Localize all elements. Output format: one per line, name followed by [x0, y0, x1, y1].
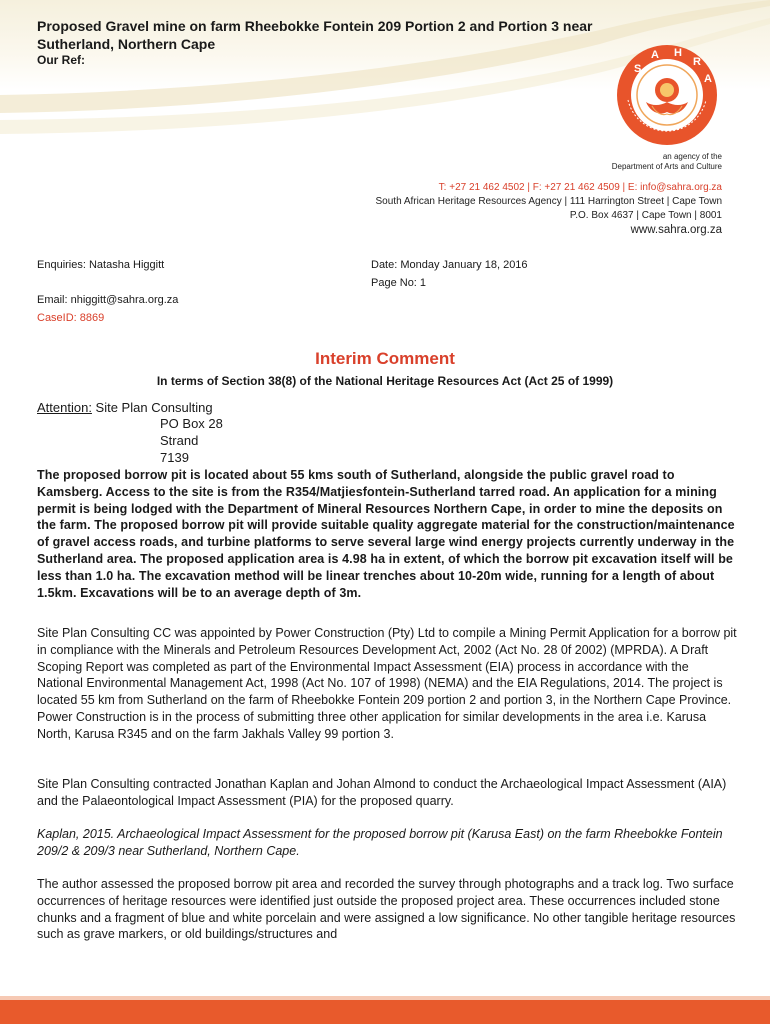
- email-label: Email: nhiggitt@sahra.org.za: [37, 294, 179, 306]
- address-line-2: Strand: [160, 433, 199, 448]
- document-title: Interim Comment: [315, 349, 455, 368]
- page-number: Page No: 1: [371, 277, 427, 289]
- date-label: Date: Monday January 18, 2016: [371, 259, 528, 271]
- assessment-paragraph: The author assessed the proposed borrow pit area and recorded the survey through photographs and a track log. Two surface occurrences of heritage resources were identified just outside the proposed project area. These occurrences included stone chunks and a fragment of blue and white porcelain and were assigned a low significance. No other tangible heritage resources such as grave markers, or old buildings/structures and: [37, 877, 736, 942]
- logo-letter-a2: A: [704, 73, 712, 85]
- contact-phones: T: +27 21 462 4502 | F: +27 21 462 4509 | E: info@sahra.org.za: [438, 182, 722, 193]
- reference-citation: Kaplan, 2015. Archaeological Impact Assessment for the proposed borrow pit (Karusa East) on the farm Rheebokke Fontein 209/2 & 209/3 near Sutherland, Northern Cape.: [37, 827, 723, 858]
- footer-bar: [0, 1000, 770, 1024]
- agency-note: [612, 152, 722, 172]
- logo-letter-a: A: [651, 49, 659, 61]
- document-header-title: Proposed Gravel mine on farm Rheebokke Fontein 209 Portion 2 and Portion 3 near Sutherland, Northern Cape: [37, 18, 593, 52]
- agency-line-2: Department of Arts and Culture: [611, 162, 722, 171]
- our-ref-label: Our Ref:: [37, 53, 85, 67]
- project-summary-paragraph: The proposed borrow pit is located about 55 kms south of Sutherland, alongside the public gravel road to Kamsberg. Access to the site is from the R354/Matjiesfontein-Sutherland tarred road. An application for a mining permit is being lodged with the Department of Mineral Resources Northern Cape, in order to mine the deposits on the farm. The proposed borrow pit will provide suitable quality aggregate material for the construction/maintenance of gravel access roads, and turbine platforms to serve several large wind energy projects currently underway in the Sutherland area. The proposed application area is 4.98 ha in extent, of which the borrow pit excavation itself will be less than 1.0 ha. The excavation method will be linear trenches about 10-20m wide, running for a length of about 1.5km. Excavations will be to an average depth of 3m.: [37, 468, 735, 600]
- contact-block: [376, 181, 723, 237]
- enquiries-label: Enquiries: Natasha Higgitt: [37, 259, 165, 271]
- case-id-label: CaseID: 8869: [37, 312, 105, 324]
- address-line-3: 7139: [160, 450, 189, 465]
- contact-address-2: P.O. Box 4637 | Cape Town | 8001: [569, 210, 722, 221]
- address-line-1: PO Box 28: [160, 416, 223, 431]
- contact-website: www.sahra.org.za: [630, 224, 722, 236]
- attention-line: [37, 400, 213, 417]
- attention-label: Attention:: [37, 400, 92, 415]
- contact-address-1: South African Heritage Resources Agency | 111 Harrington Street | Cape Town: [375, 196, 722, 207]
- background-paragraph: Site Plan Consulting CC was appointed by Power Construction (Pty) Ltd to compile a Mining Permit Application for a borrow pit in compliance with the Minerals and Petroleum Resources Development Act, 2002 (Act No. 28 0f 2002) (MPRDA). A Draft Scoping Report was completed as part of the Environmental Impact Assessment (EIA) process in accordance with the National Environmental Management Act, 1998 (Act No. 107 of 1998) (NEMA) and the EIA Regulations, 2014. The project is located 55 km from Sutherland on the farm of Rheebokke Fontein 209 portion 2 and portion 3, in the Northern Cape Province. Power Construction is in the process of submitting three other application for similar developments in the area i.e. Karusa North, Karusa R345 and on the farm Jakhals Valley 99 portion 3.: [37, 626, 737, 741]
- agency-line-1: an agency of the: [662, 152, 722, 161]
- logo-letter-h: H: [674, 47, 682, 59]
- logo-letter-s: S: [634, 63, 642, 75]
- sahra-logo: [604, 40, 730, 150]
- logo-letter-r: R: [693, 56, 701, 68]
- document-subtitle: In terms of Section 38(8) of the National Heritage Resources Act (Act 25 of 1999): [156, 374, 614, 388]
- attention-recipient: Site Plan Consulting: [91, 400, 213, 415]
- consultants-paragraph: Site Plan Consulting contracted Jonathan Kaplan and Johan Almond to conduct the Archaeological Impact Assessment (AIA) and the Palaeontological Impact Assessment (PIA) for the proposed quarry.: [37, 777, 727, 808]
